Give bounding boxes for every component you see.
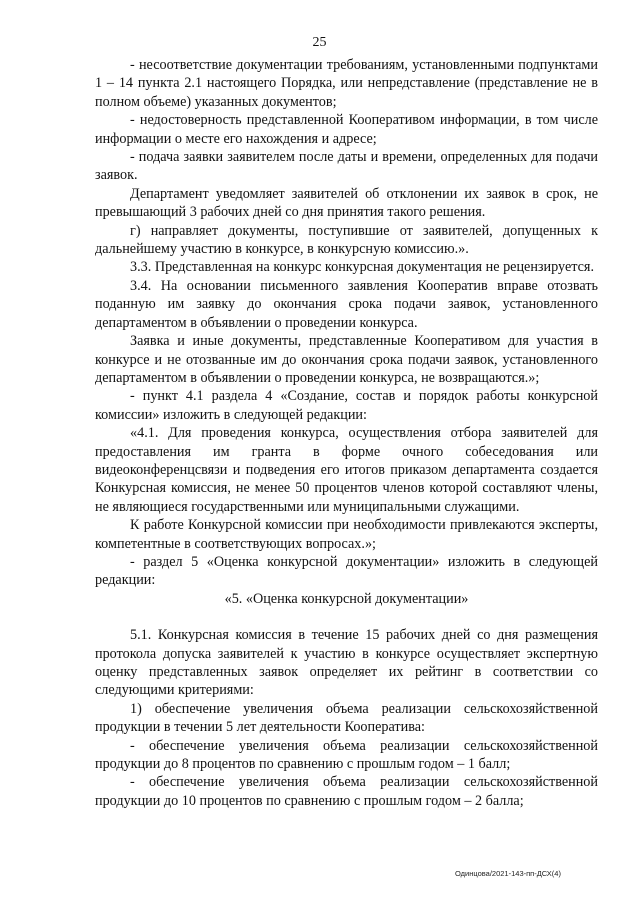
paragraph: 1) обеспечение увеличения объема реализации сельскохозяйственной продукции в течении 5 лет деятельности Кооператива: bbox=[95, 700, 598, 736]
paragraph: - пункт 4.1 раздела 4 «Создание, состав и порядок работы конкурсной комиссии» изложить в следующей редакции: bbox=[95, 388, 598, 423]
paragraph: К работе Конкурсной комиссии при необходимости привлекаются эксперты, компетентные в соответствующих вопросах.»; bbox=[95, 517, 598, 552]
paragraph: - обеспечение увеличения объема реализации сельскохозяйственной продукции до 10 процентов по сравнению с прошлым годом – 2 балла; bbox=[95, 774, 598, 809]
paragraph: 3.3. Представленная на конкурс конкурсная документация не рецензируется. bbox=[130, 259, 594, 276]
section-heading: «5. «Оценка конкурсной документации» bbox=[224, 590, 469, 607]
page-number: 25 bbox=[312, 35, 327, 50]
paragraph: «4.1. Для проведения конкурса, осуществления отбора заявителей для предоставления им гранта в форме очного собеседования или видеоконференцсвязи и подведения его итогов приказом департамента создается Конкурсная комиссия, не менее 50 процентов членов которой составляют члены, не являющиеся государственными или муниципальными служащими. bbox=[95, 425, 598, 515]
paragraph: - раздел 5 «Оценка конкурсной документации» изложить в следующей редакции: bbox=[95, 553, 598, 589]
paragraph: 3.4. На основании письменного заявления Кооператив вправе отозвать поданную им заявку до окончания срока подачи заявок, установленного департаментом в объявлении о проведении конкурса. bbox=[95, 277, 598, 331]
paragraph: 5.1. Конкурсная комиссия в течение 15 рабочих дней со дня размещения протокола допуска заявителей к участию в конкурсе осуществляет экспертную оценку представленных заявок определяет их рейтинг в соответствии со следующими критериями: bbox=[95, 627, 598, 699]
paragraph: Департамент уведомляет заявителей об отклонении их заявок в срок, не превышающий 3 рабочих дней со дня принятия такого решения. bbox=[95, 185, 598, 221]
paragraph: - подача заявки заявителем после даты и времени, определенных для подачи заявок. bbox=[95, 149, 598, 184]
paragraph: - несоответствие документации требованиям, установленными подпунктами 1 – 14 пункта 2.1 настоящего Порядка, или непредставление (представление не в полном объеме) указанных документов; bbox=[95, 57, 598, 110]
paragraph: Заявка и иные документы, представленные Кооперативом для участия в конкурсе и не отозванные им до окончания срока подачи заявок, установленного департаментом в объявлении о проведении конкурса, не возвращаются.»; bbox=[95, 333, 598, 386]
paragraph: г) направляет документы, поступившие от заявителей, допущенных к дальнейшему участию в конкурсе, в конкурсную комиссию.». bbox=[95, 222, 598, 258]
paragraph: - недостоверность представленной Кооперативом информации, в том числе информации о месте его нахождения и адресе; bbox=[95, 112, 598, 147]
footer-reference: Одинцова/2021-143-пп-ДСХ(4) bbox=[455, 869, 561, 878]
paragraph: - обеспечение увеличения объема реализации сельскохозяйственной продукции до 8 процентов по сравнению с прошлым годом – 1 балл; bbox=[95, 737, 598, 773]
document-body bbox=[95, 56, 598, 810]
